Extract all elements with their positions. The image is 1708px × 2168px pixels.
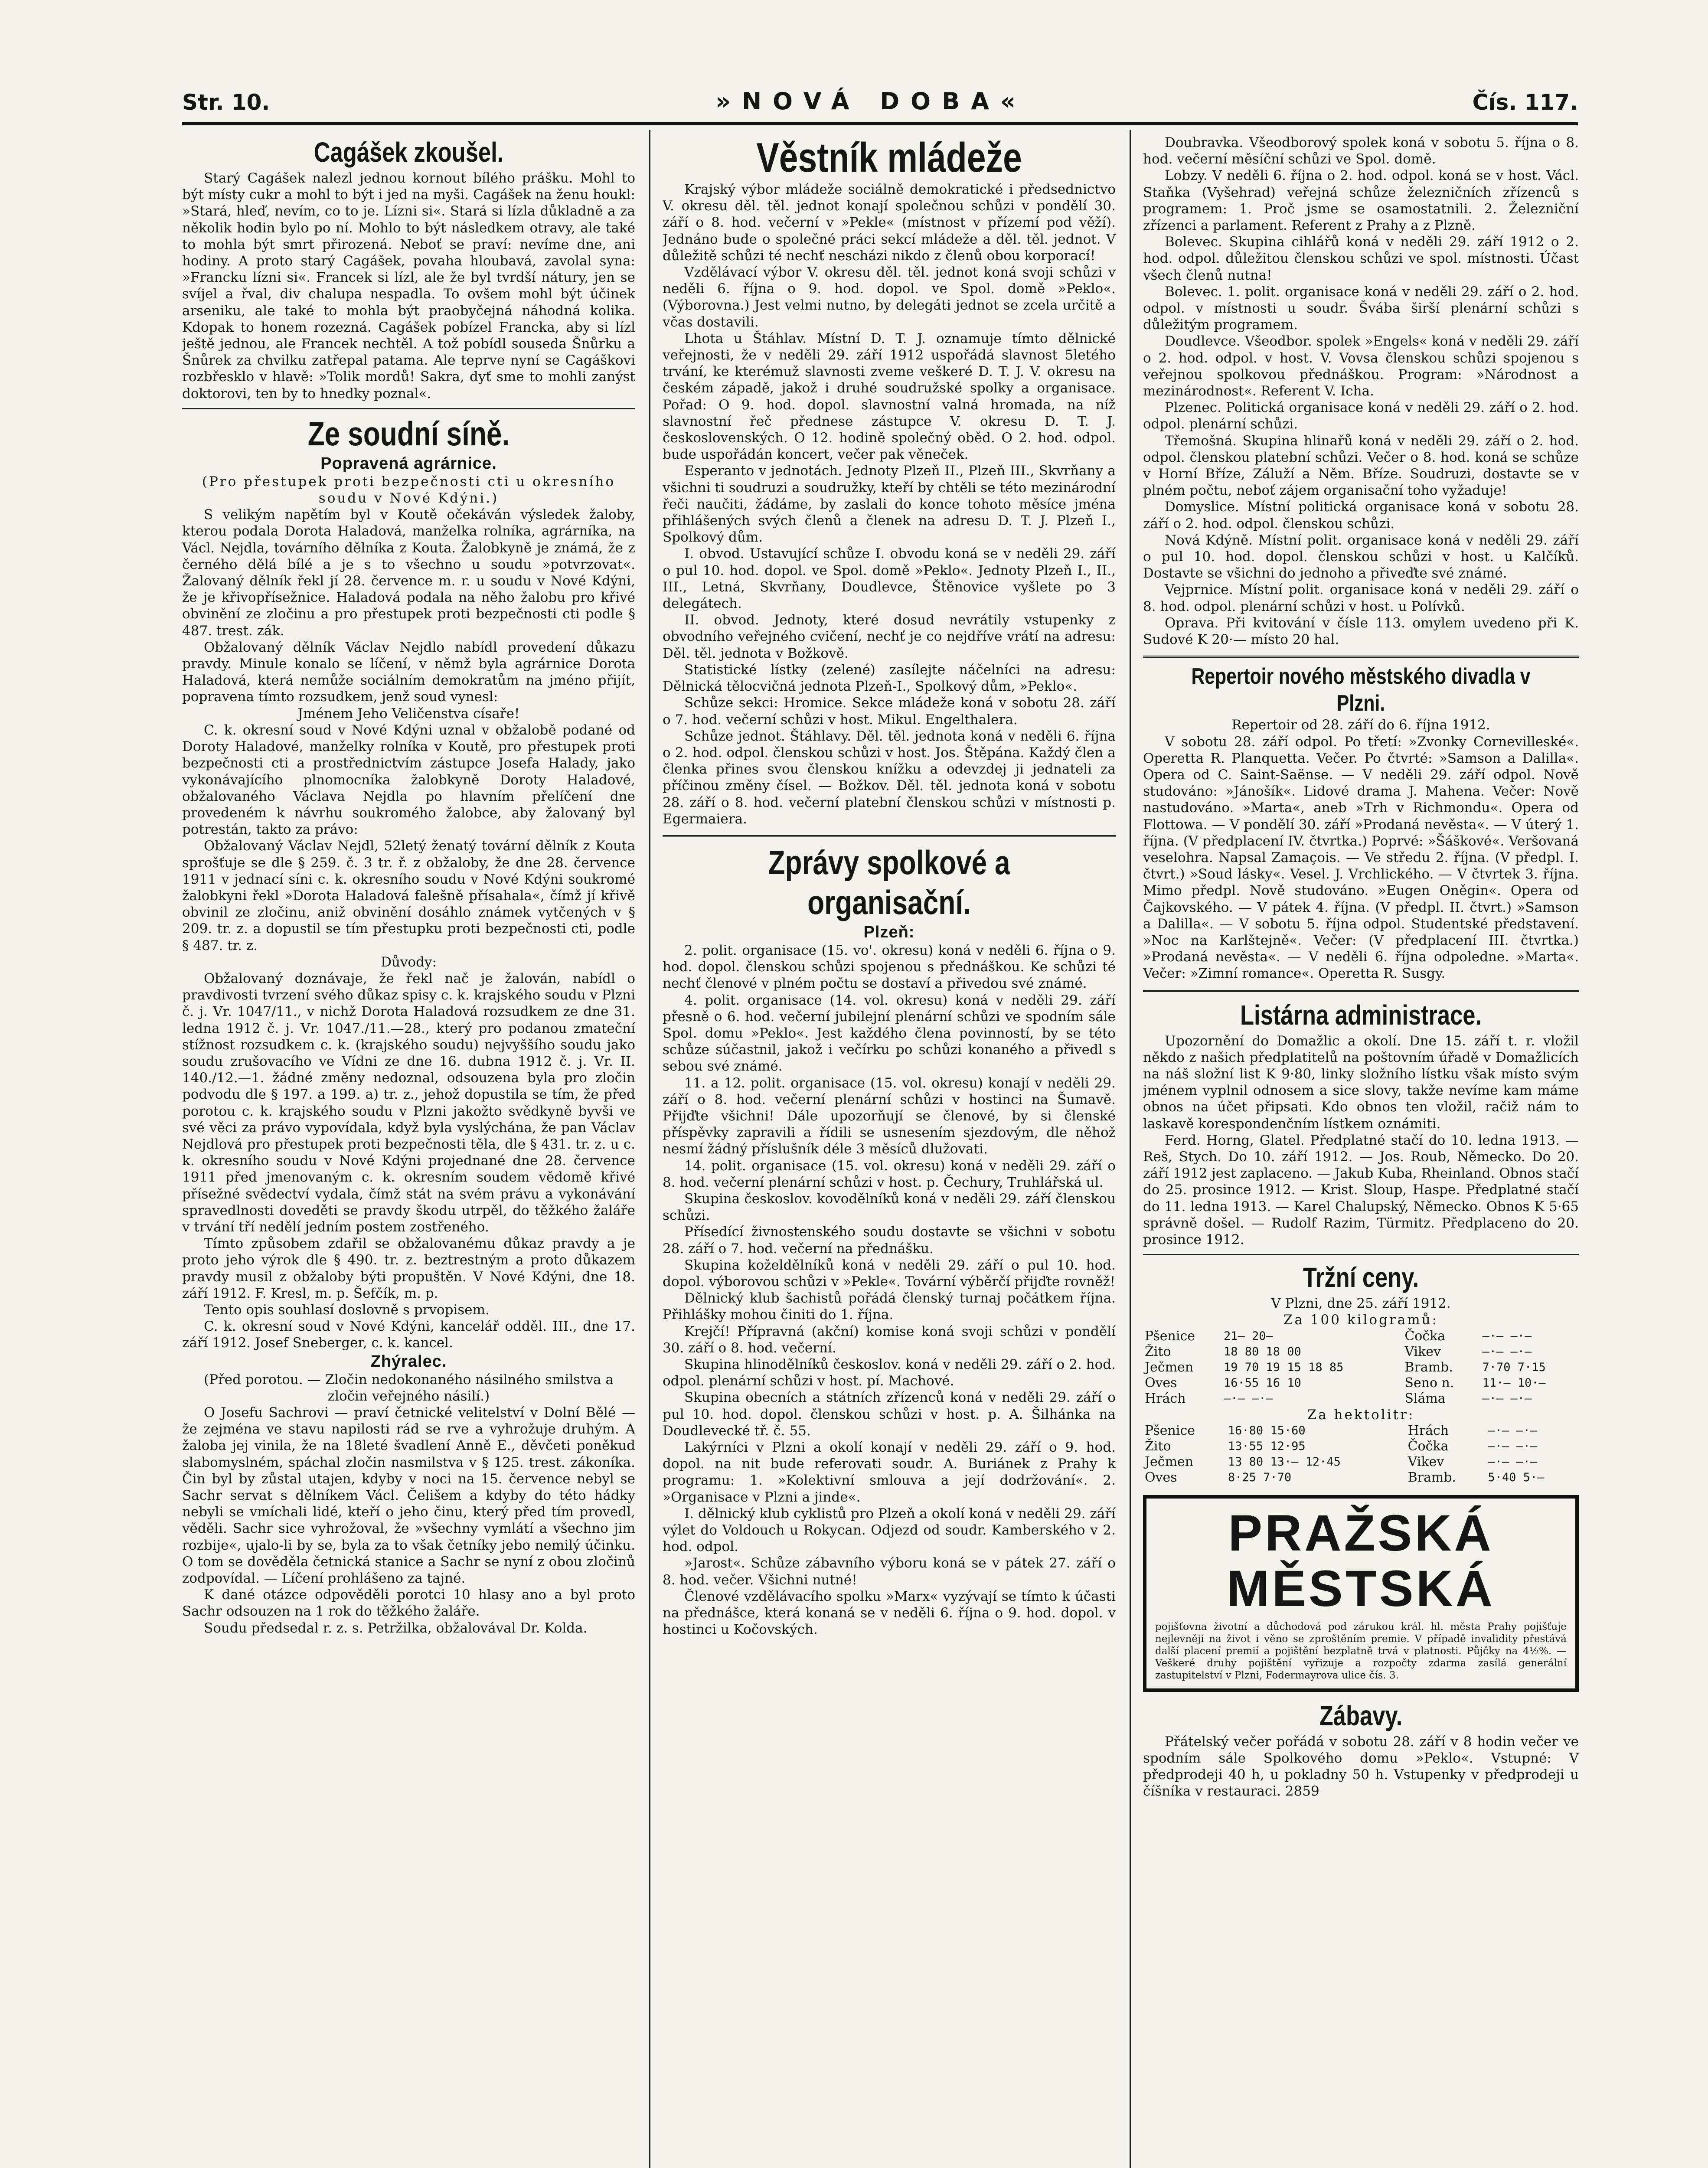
article-paragraph: Obžalovaný Václav Nejdl, 52letý ženatý tovární dělník z Kouta sprošťuje se dle § 259. č. 3 tr. ř. z obžaloby, že dne 28. července 1911 v jednací síni c. k. okresního soudu v Nové Kdýni soukromé žalobkyni řekl »Dorota Haladová falešně přísahala«, čímž jí křivě obvinil ze zločinu, aniž obvinění dosáhlo známek vytčených v § 209. tr. z. a dopustil se tím přestupku proti bezpečnosti cti, podle § 487. tr. z. <box>182 838 635 953</box>
notice-paragraph: Ferd. Horng, Glatel. Předplatné stačí do 10. ledna 1913. — Reš, Stych. Do 10. září 1912. — Jos. Roub, Německo. Do 20. září 1912 jest zaplaceno. — Jakub Kuba, Rheinland. Obnos stačí do 25. prosince 1912. — Krist. Sloup, Haspe. Předplatné stačí do 11. ledna 1913. — Karel Chalupský, Německo. Obnos K 5·65 správně došel. — Rudolf Razim, Türmitz. Předplaceno do 20. prosince 1912. <box>1143 1132 1579 1247</box>
market-row <box>1143 1391 1579 1407</box>
notice-paragraph: Schůze jednot. Štáhlavy. Děl. těl. jednota koná v neděli 6. října o 2. hod. odpol. členskou schůzi v host. Jos. Štěpána. Každý člen a členka přines svou členskou knížku a odevzdej ji jednateli za příčinou změny čísel. — Božkov. Děl. těl. jednota koná v sobotu 28. září o 8. hod. večerní platební členskou schůzi v místnosti p. Egermaiera. <box>663 728 1116 827</box>
commodity-price: —·— —·— <box>1482 1345 1532 1358</box>
commodity-price: 18 80 18 00 <box>1224 1345 1301 1358</box>
section-title: Zábavy. <box>1319 1700 1403 1731</box>
ad-headline: MĚSTSKÁ <box>1227 1560 1495 1617</box>
commodity-price: 19 70 19 15 18 85 <box>1224 1360 1344 1374</box>
commodity-price: 13 80 13·— 12·45 <box>1228 1455 1341 1469</box>
article-paragraph: S velikým napětím byl v Koutě očekáván výsledek žaloby, kterou podala Dorota Haladová, manželka rolníka, agrárníka, na Václ. Nejdla, továrního dělníka z Kouta. Žalobkyně je známá, že z černého dělá bílé a je s to všechno u soudu »potvrzovat«. Žalovaný dělník řekl jí 28. července m. r. u soudu v Nové Kdýni, že je křivopřísežnice. Haladová podala na něho žalobu pro křivé obvinění ze zločinu a pro přestupek proti bezpečnosti cti podle § 487. trest. zák. <box>182 507 635 639</box>
notice-paragraph: Doudlevce. Všeodbor. spolek »Engels« koná v neděli 29. září o 2. hod. odpol. v host. V. Vovsa členskou schůzi spojenou s veřejnou spolkovou přednáškou. Program: »Národnost a mezinárodnost«. Referent V. Icha. <box>1143 333 1579 399</box>
notice-paragraph: Členové vzdělávacího spolku »Marx« vyzývají se tímto k účasti na přednášce, která konaná se v neděli 6. října o 9. hod. dopol. v hostinci u Kočovských. <box>663 1588 1116 1638</box>
commodity-name: Oves <box>1145 1375 1177 1391</box>
reasons-heading: Důvody: <box>381 954 437 970</box>
market-row <box>1143 1344 1579 1360</box>
article-paragraph: Obžalovaný dělník Václav Nejdlo nabídl provedení důkazu pravdy. Minule konalo se líčení, v němž byla agrárnice Dorota Haladová, která nemůže sociálním demokratům na jméno přijít, popravena tímto rozsudkem, jenž soud vynesl: <box>182 639 635 705</box>
market-row <box>1143 1375 1579 1391</box>
article-paragraph: Soudu předsedal r. z. s. Petržilka, obžalovával Dr. Kolda. <box>204 1620 588 1636</box>
notice-paragraph: Skupina obecních a státních zřízenců koná v neděli 29. září o pul 10. hod. dopol. členskou schůzi v host. p. A. Šilhánka na Doudlevecké tř. č. 55. <box>663 1390 1116 1439</box>
article-subtitle: Zhýralec. <box>370 1352 447 1371</box>
ad-headline: PRAŽSKÁ <box>1228 1504 1494 1562</box>
section-divider <box>663 835 1116 837</box>
commodity-price: 16·55 16 10 <box>1224 1376 1301 1390</box>
notice-paragraph: I. obvod. Ustavující schůze I. obvodu koná se v neděli 29. září o pul 10. hod. dopol. ve Spol. domě »Peklo«. Jednoty Plzeň I., II., III., Letná, Skvrňany, Doudlevce, Štěnovice vyšlete po 3 delegátech. <box>663 546 1116 612</box>
notice-paragraph: Plzenec. Politická organisace koná v neděli 29. září o 2. hod. odpol. plenární schůzi. <box>1143 400 1579 432</box>
commodity-name: Vikev <box>1404 1344 1441 1359</box>
commodity-price: 11·— 10·— <box>1482 1376 1546 1390</box>
commodity-name: Žito <box>1145 1438 1171 1454</box>
commodity-price: 21— 20— <box>1224 1329 1273 1343</box>
notice-paragraph: 4. polit. organisace (14. vol. okresu) koná v neděli 29. září přesně o 6. hod. večerní jubilejní plenární schůzi ve spodním sále Spol. domu »Peklo«. Jest každého člena povinností, by se této schůze súčastnil, jakož i večírku po schůzi konaného a přivedl s sebou své známé. <box>663 992 1116 1074</box>
notice-paragraph: Upozornění do Domažlic a okolí. Dne 15. září t. r. vložil někdo z našich předplatitelů na poštovním úřadě v Domažlicích na náš složní list K 9·80, linky složního lístku však místo svým jménem vyplnil odnosem a sice slovy, takže nevíme kam máme obnos na účet připsati. Kdo obnos ten vložil, račiž nám to laskavě korespondenčním lístkem oznámiti. <box>1143 1033 1579 1132</box>
notice-paragraph: Bolevec. 1. polit. organisace koná v neděli 29. září o 2. hod. odpol. v místnosti u soudr. Švába širší plenární schůzi s důležitým programem. <box>1143 284 1579 333</box>
city-heading: Plzeň: <box>863 923 915 941</box>
insurance-advertisement <box>1143 1495 1579 1692</box>
article-paragraph: Obžalovaný doznávaje, že řekl nač je žalován, nabídl o pravdivosti tvrzení svého důkaz spisy c. k. krajského soudu v Plzni č. j. Vr. 1047/11., v nichž Dorota Haladová rozsudkem ze dne 31. ledna 1912 č. j. Vr. 1047./11.—28., který pro podanou zmateční stížnost rozsudkem c. k. (krajského soudu) nejvyššího soudu jako soudu zrušovacího ve Vídni ze dne 16. dubna 1912 č. j. Vr. II. 140./12.—1. žádné změny nedoznal, odsouzena byla pro zločin podvodu dle § 197. a 199. a) tr. z., jehož dopustila se tím, že před porotou c. k. krajského soudu v Plzni jakožto svědkyně byvši ve své věci za právo vypovídala, když byla vyslýchána, že pan Václav Nejdlová pro přestupek proti bezpečnosti těla, dle § 431. tr. z. u c. k. okresního soudu v Nové Kdýni projednané dne 28. července 1911 před jmenovaným c. k. okresním soudem vědomě křivé přísežné svědectví vydala, čímž stát na svém právu a vykonávání spravedlnosti doveděti se pravdy škodu utrpěl, do těžkého žaláře v trvání tří nedělí jedním postem zostřeného. <box>182 970 635 1235</box>
market-table-hl <box>1143 1423 1579 1486</box>
market-row <box>1143 1329 1579 1344</box>
article-paragraph: C. k. okresní soud v Nové Kdýni, kancelář odděl. III., dne 17. září 1912. Josef Sneberger, c. k. kancel. <box>182 1319 635 1351</box>
market-row <box>1143 1423 1579 1439</box>
notice-paragraph: Krajský výbor mládeže sociálně demokratické i předsednictvo V. okresu děl. těl. jednot konají společnou schůzi v pondělí 30. září o 8. hod. večerní v »Pekle« (místnost v přízemí pod věží). Jednáno bude o společné práci sekcí mládeže a děl. těl. jednot. V důležitě schůzi té nechť nescházi nikdo z členů obou korporací! <box>663 182 1116 264</box>
masthead: »NOVÁ DOBA« <box>715 88 1027 115</box>
notice-paragraph: Skupina koželdělníků koná v neděli 29. září o pul 10. hod. dopol. výborovou schůzi v »Pekle«. Tovární výběrčí přijďte rovněž! <box>663 1257 1116 1290</box>
commodity-name: Oves <box>1145 1469 1177 1485</box>
notice-paragraph: Domyslice. Místní politická organisace koná v sobotu 28. září o 2. hod. odpol. členskou schůzi. <box>1143 499 1579 532</box>
commodity-name: Sláma <box>1404 1391 1446 1406</box>
section-title: Ze soudní síně. <box>307 414 510 453</box>
section-title: Repertoir nového městského divadla v Plzni. <box>1191 664 1531 716</box>
notice-paragraph: Doubravka. Všeodborový spolek koná v sobotu 5. října o 8. hod. večerní měsíční schůzi ve Spol. domě. <box>1143 135 1579 167</box>
column-rule <box>1130 130 1131 2168</box>
article-paragraph: K dané otázce odpověděli porotci 10 hlasy ano a byl proto Sachr odsouzen na 1 rok do těžkého žaláře. <box>182 1587 635 1619</box>
page-number: Str. 10. <box>182 90 270 115</box>
repertoire-paragraph: V sobotu 28. září odpol. Po třetí: »Zvonky Cornevilleské«. Operetta R. Planquetta. Večer. Po čtvrté: »Samson a Dalilla«. Opera od C. Saint-Saënse. — V neděli 29. září odpol. Nově studováno: »Jánošík«. Lidové drama J. Mahena. Večer: Nově nastudováno. »Marta«, aneb »Trh v Richmondu«. Opera od Flottowa. — V pondělí 30. září »Prodaná nevěsta«. — V úterý 1. října. (V předplacení IV. čtvrtka.) Poprvé: »Šáškové«. Veršovaná veselohra. Napsal Zamaçois. — Ve středu 2. října. (V předpl. I. čtvrt.) »Soud lásky«. Vesel. J. Vrchlického. — V čtvrtek 3. října. Mimo předpl. Nově studováno. »Eugen Oněgin«. Opera od Čajkovského. — V pátek 4. října. (V předpl. II. čtvrt.) »Samson a Dalilla«. — V sobotu 5. října odpol. Studentské představení. »Noc na Karlštejně«. Večer: (V předplacení III. čtvrtka.) »Prodaná nevěsta«. — V neděli 6. října odpoledne. »Marta«. Večer: »Zimní romance«. Operetta R. Susgy. <box>1143 734 1579 982</box>
commodity-price: —·— —·— <box>1482 1391 1532 1405</box>
notice-paragraph: Lhota u Štáhlav. Místní D. T. J. oznamuje tímto dělnické veřejnosti, že v neděli 29. září 1912 uspořádá slavnost 5letého trvání, ke kterémuž slavnosti zveme veškeré D. T. J. V. okresu na českém západě, jakož i druhé soudružské spolky a organisace. Pořad: O 9. hod. dopol. slavnostní valná hromada, na níž slavnostní řeč přednese zástupce V. okresu D. T. J. československých. O 12. hodině společný oběd. O 2. hod. odpol. bude uspořádán koncert, večer pak věneček. <box>663 330 1116 463</box>
notice-paragraph: 11. a 12. polit. organisace (15. vol. okresu) konají v neděli 29. září o 8. hod. večerní plenární schůzi v hostinci na Šumavě. Přijďte všichni! Dále upozorňují se členové, by si členské příspěvky zapravili a řídili se usnesením sjezdovým, dle něhož nesmí žádný příslušník déle 3 měsíců dlužovati. <box>663 1075 1116 1157</box>
notice-paragraph: Skupina českoslov. kovodělníků koná v neděli 29. září členskou schůzi. <box>663 1191 1116 1224</box>
article-title: Cagášek zkoušel. <box>314 137 504 168</box>
commodity-name: Pšenice <box>1145 1328 1195 1344</box>
notice-paragraph: Přísedící živnostenského soudu dostavte se všichni v sobotu 28. září o 7. hod. večerní na přednášku. <box>663 1224 1116 1257</box>
page-header <box>182 85 1578 115</box>
column-2 <box>663 134 1116 2168</box>
article-subheading: (Pro přestupek proti bezpečnosti cti u okresního soudu v Nové Kdýni.) <box>202 473 616 506</box>
article-paragraph: C. k. okresní soud v Nové Kdýni uznal v obžalobě podané od Doroty Haladové, manželky rolníka v Koutě, pro přestupek proti bezpečnosti cti a prostřednictvím zástupce Josefa Halady, jako vykonávajícího plnomocníka žalobkyně Doroty Haladové, obžalovaného Václava Nejdla po hlavním přelíčení dne provedeném k návrhu soukromého žalobce, aby žalovaný byl potrestán, takto za právo: <box>182 722 635 838</box>
header-rule <box>182 122 1578 125</box>
notice-paragraph: Krejčí! Přípravná (akční) komise koná svoji schůzi v pondělí 30. září o 8. hod. večerní. <box>663 1323 1116 1356</box>
market-unit: Za 100 kilogramů: <box>1283 1312 1439 1328</box>
article-paragraph: Tento opis souhlasí doslovně s prvopisem. <box>204 1302 490 1318</box>
market-table-kg <box>1143 1329 1579 1407</box>
ad-text: pojišťovna životní a důchodová pod zárukou král. hl. města Prahy pojišťuje nejlevněji na život i věno se zproštěním premie. V případě invalidity přestává další placení premií a pojištění bezplatně trvá v platnosti. Půjčky na 4½%. — Veškeré druhy pojištění vyřizuje a rozpočty zdarma zasílá generální zastupitelství v Plzni, Fodermayrova ulice čís. 3. <box>1155 1621 1567 1681</box>
notice-paragraph: Vzdělávací výbor V. okresu děl. těl. jednot koná svoji schůzi v neděli 6. října o 9. hod. dopol. ve Spol. domě »Peklo«. (Výborovna.) Jest velmi nutno, by delegáti jednot se zcela určitě a včas dostavili. <box>663 264 1116 330</box>
article-paragraph: Tímto způsobem zdařil se obžalovanému důkaz pravdy a je proto jeho výrok dle § 490. tr. z. beztrestným a proto důkazem pravdy musil z obžaloby býti propuštěn. V Nové Kdýni, dne 18. září 1912. F. Kresl, m. p. Šefčík, m. p. <box>182 1236 635 1301</box>
section-divider <box>1143 990 1579 992</box>
section-divider <box>182 408 635 409</box>
section-title: Tržní ceny. <box>1303 1262 1419 1293</box>
article-paragraph: O Josefu Sachrovi — praví četnické velitelství v Dolní Bělé — že zejména ve stavu napilosti rád se rve a vyhrožuje druhým. A žaloba jej vinila, že na 18leté švadlení Anně E., děvčeti poněkud slabomyslném, spáchal zločin nasmilstva v § 125. trest. zákoníka. Čin byl by zůstal utajen, kdyby v noci na 15. července nebyl se Sachr servat s dělníkem Václ. Čelišem a kdyby do této hádky nebyli se vmíchali lidé, kteří o jeho činu, který před tím provedl, věděli. Sachr sice vyhrožoval, že »všechny vymlátí a všechno jim rozbije«, ujalo-li by se, byla za to však četníky jebo nemilý účinku. O tom se dověděla četnická stanice a Sachr se nyní z obou zločinů zodpovídal. — Líčení prohlášeno za tajné. <box>182 1405 635 1587</box>
commodity-price: —·— —·— <box>1488 1455 1538 1469</box>
notice-paragraph: Schůze sekci: Hromice. Sekce mládeže koná v sobotu 28. září o 7. hod. večerní schůzi v host. Mikul. Engelthalera. <box>663 695 1116 728</box>
verdict-heading: Jménem Jeho Veličenstva císaře! <box>297 705 520 722</box>
notice-paragraph: »Jarost«. Schůze zábavního výboru koná se v pátek 27. září o 8. hod. večer. Všichni nutné! <box>663 1555 1116 1588</box>
commodity-name: Hrách <box>1145 1391 1186 1406</box>
commodity-name: Čočka <box>1404 1328 1446 1344</box>
notice-paragraph: II. obvod. Jednoty, které dosud nevrátily vstupenky z obvodního veřejného cvičení, nechť je co nejdříve vrátí na adresu: Děl. těl. jednota v Božkově. <box>663 612 1116 661</box>
notice-paragraph: Lakýrníci v Plzni a okolí konají v neděli 29. září o 9. hod. dopol. na nit bude referovati soudr. A. Buriánek z Prahy k programu: 1. »Kolektivní smlouva a její dodržování«. 2. »Organisace v Plzni a jinde«. <box>663 1440 1116 1505</box>
column-rule <box>649 130 650 2168</box>
article-paragraph: Starý Cagášek nalezl jednou kornout bílého prášku. Mohl to být místy cukr a mohl to být i jed na myši. Cagášek na ženu houkl: »Stará, hleď, nevím, co to je. Lízni si«. Stará si lízla důkladně a za několik hodin bylo po ní. Mohlo to být následkem otravy, ale také to mohla být smrt přirozená. Neboť se praví: nevíme dne, ani hodiny. A proto starý Cagášek, povaha hloubavá, zavolal syna: »Francku lízni si«. Francek si lízl, ale že byl tvrdší nátury, jen se svíjel a řval, div chalupa nespadla. To ovšem mohl být účinek arseniku, ale také to mohla být praobyčejná náhodná kolika. Kdopak to honem rozezná. Cagášek pobízel Francka, aby si lízl ještě jednou, ale Francek nechtěl. A tož pobídl souseda Šnůrku a Šnůrek za chvilku zatřepal patama. Ale teprve nyní se Cagáškovi rozbřesklo v hlavě: »Tolik mordů! Sakra, dyť sme to mohli zanýst doktorovi, ten by to hnedky poznal«. <box>182 170 635 402</box>
commodity-name: Bramb. <box>1408 1469 1457 1485</box>
notice-paragraph: Dělnický klub šachistů pořádá členský turnaj počátkem října. Přihlášky mohou činiti do 1. října. <box>663 1290 1116 1323</box>
section-title: Listárna administrace. <box>1240 999 1482 1031</box>
notice-paragraph: Přátelský večer pořádá v sobotu 28. září v 8 hodin večer ve spodním sále Spolkového domu »Peklo«. Vstupné: V předprodeji 40 h, u pokladny 50 h. Vstupenky v předprodeji u číšníka v restauraci. 2859 <box>1143 1734 1579 1799</box>
commodity-price: 5·40 5·— <box>1488 1470 1545 1484</box>
notice-paragraph: Nová Kdýně. Místní polit. organisace koná v neděli 29. září o pul 10. hod. dopol. členskou schůzi v host. u Kalčíků. Dostavte se všichni do jednoho a přiveďte své známé. <box>1143 532 1579 581</box>
market-unit: Za hektolitr: <box>1307 1407 1415 1423</box>
market-row <box>1143 1360 1579 1375</box>
section-title: Zprávy spolkové a organisační. <box>768 843 1010 921</box>
issue-number: Čís. 117. <box>1472 90 1578 115</box>
commodity-price: 7·70 7·15 <box>1482 1360 1546 1374</box>
commodity-price: —·— —·— <box>1488 1424 1538 1437</box>
commodity-name: Seno n. <box>1404 1375 1454 1391</box>
article-subheading: (Před porotou. — Zločin nedokonaného násilného smilstva a zločin veřejného násilí.) <box>204 1371 614 1404</box>
section-divider <box>1143 1254 1579 1255</box>
column-1 <box>182 134 635 2168</box>
notice-paragraph: 14. polit. organisace (15. vol. okresu) koná v neděli 29. září o 8. hod. večerní plenární schůzi v host. p. Čechury, Truhlářská ul. <box>663 1158 1116 1190</box>
column-3 <box>1143 134 1579 2168</box>
section-divider <box>1143 656 1579 658</box>
commodity-name: Ječmen <box>1145 1359 1194 1375</box>
section-title: Věstník mládeže <box>756 134 1022 181</box>
commodity-price: —·— —·— <box>1482 1329 1532 1343</box>
notice-paragraph: Esperanto v jednotách. Jednoty Plzeň II., Plzeň III., Skvrňany a všichni ti soudruzi a soudružky, kteří by chtěli se této mezinárodní řeči naučiti, žádáme, by zaslali do konce tohoto měsíce jména přihlášených svých členů a členek na adresu D. T. J. Plzeň I., Spolkový dům. <box>663 463 1116 545</box>
market-row <box>1143 1470 1579 1486</box>
notice-paragraph: Třemošná. Skupina hlinařů koná v neděli 29. září o 2. hod. odpol. členskou platební schůzi. Večer o 8. hod. koná se schůze v Horní Bříze, Záluží a Něm. Bříze. Soudruzi, dostavte se v plném počtu, neboť zájem organisační toho vyžaduje! <box>1143 433 1579 499</box>
market-row <box>1143 1439 1579 1454</box>
market-row <box>1143 1454 1579 1470</box>
notice-paragraph: Lobzy. V neděli 6. října o 2. hod. odpol. koná se v host. Václ. Staňka (Vyšehrad) veřejná schůze železničních zřízenců s programem: 1. Proč jsme se osamostatnili. 2. Železniční zřízenci a parlament. Referent z Prahy a z Plzně. <box>1143 168 1579 234</box>
commodity-price: —·— —·— <box>1488 1439 1538 1453</box>
commodity-price: 8·25 7·70 <box>1228 1470 1292 1484</box>
commodity-name: Žito <box>1145 1344 1171 1359</box>
commodity-price: 16·80 15·60 <box>1228 1424 1306 1437</box>
commodity-name: Bramb. <box>1404 1359 1453 1375</box>
commodity-name: Pšenice <box>1145 1423 1195 1438</box>
notice-paragraph: I. dělnický klub cyklistů pro Plzeň a okolí koná v neděli 29. září výlet do Voldouch u Rokycan. Odjezd od soudr. Kamberského v 2. hod. odpol. <box>663 1505 1116 1555</box>
commodity-name: Ječmen <box>1145 1454 1194 1469</box>
article-subtitle: Popravená agrárnice. <box>320 454 497 473</box>
notice-paragraph: Bolevec. Skupina cihlářů koná v neděli 29. září 1912 o 2. hod. odpol. důležitou členskou schůzi ve spol. místnosti. Účast všech členů nutna! <box>1143 234 1579 283</box>
commodity-name: Vikev <box>1408 1454 1444 1469</box>
notice-paragraph: 2. polit. organisace (15. vo'. okresu) koná v neděli 6. října o 9. hod. dopol. členskou schůzi spojenou s přednáškou. Ke schůzi té nechť členové v plném počtu se dostaví a přivedou své známé. <box>663 942 1116 992</box>
commodity-name: Čočka <box>1408 1438 1449 1454</box>
notice-paragraph: Skupina hlinodělníků českoslov. koná v neděli 29. září o 2. hod. odpol. plenární schůzi v host. pí. Machové. <box>663 1357 1116 1389</box>
notice-paragraph: Vejprnice. Místní polit. organisace koná v neděli 29. září o 8. hod. odpol. plenární schůzi v host. u Polívků. <box>1143 582 1579 614</box>
commodity-price: 13·55 12·95 <box>1228 1439 1306 1453</box>
notice-paragraph: Statistické lístky (zelené) zasílejte náčelníci na adresu: Dělnická tělocvičná jednota Plzeň-I., Spolkový dům, »Peklo«. <box>663 662 1116 695</box>
commodity-name: Hrách <box>1408 1423 1449 1438</box>
commodity-price: —·— —·— <box>1224 1391 1273 1405</box>
notice-paragraph: Oprava. Při kvitování v čísle 113. omylem uvedeno při K. Sudové K 20·— místo 20 hal. <box>1143 615 1579 648</box>
market-date: V Plzni, dne 25. září 1912. <box>1271 1296 1451 1312</box>
repertoire-dates: Repertoir od 28. září do 6. října 1912. <box>1231 717 1490 733</box>
